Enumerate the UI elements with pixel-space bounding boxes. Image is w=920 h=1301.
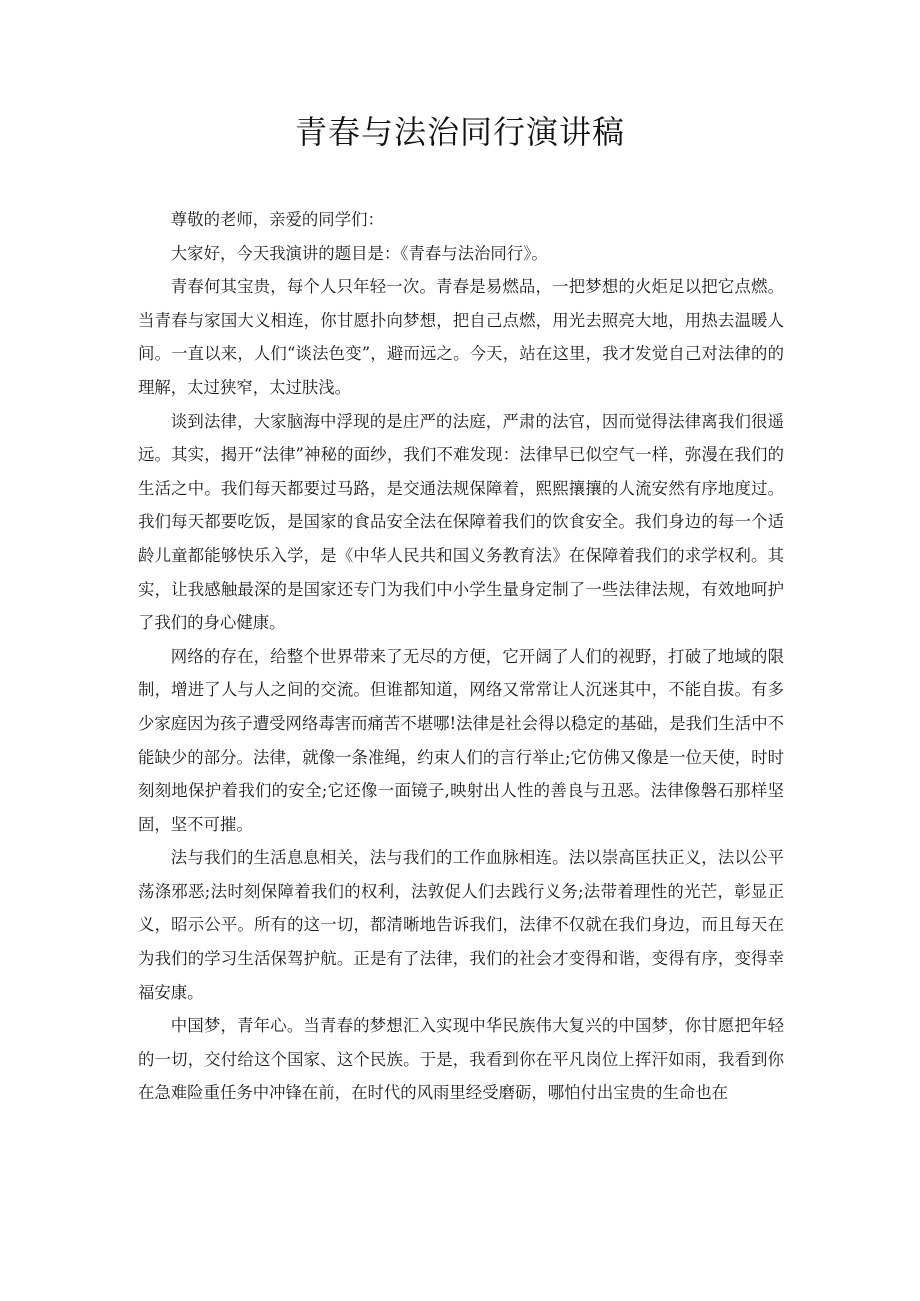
paragraph-greeting: 尊敬的老师，亲爱的同学们：	[170, 210, 384, 229]
paragraph-china-dream: 中国梦，青年心。当青春的梦想汇入实现中华民族伟大复兴的中国梦，你甘愿把年轻的一切，交付给这个国家、这个民族。于是，我看到你在平凡岗位上挥汗如雨，我看到你在急难险重任务中冲锋在前，在时代的风雨里经受磨砺，哪怕付出宝贵的生命也在	[138, 1016, 784, 1103]
paragraph-intro: 大家好，今天我演讲的题目是：《青春与法治同行》。	[170, 243, 548, 263]
document-body	[138, 203, 784, 1110]
paragraph-law-everywhere: 谈到法律，大家脑海中浮现的是庄严的法庭，严肃的法官，因而觉得法律离我们很遥远。其实，揭开“法律”神秘的面纱，我们不难发现：法律早已似空气一样，弥漫在我们的生活之中。我们每天都要过马路，是交通法规保障着，熙熙攘攘的人流安然有序地度过。我们每天都要吃饭，是国家的食品安全法在保障着我们的饮食安全。我们身边的每一个适龄儿童都能够快乐入学，是《中华人民共和国义务教育法》在保障着我们的求学权利。其实，让我感触最深的是国家还专门为我们中小学生量身定制了一些法律法规，有效地呵护了我们的身心健康。	[138, 411, 784, 633]
paragraph-law-and-life: 法与我们的生活息息相关，法与我们的工作血脉相连。法以崇高匡扶正义，法以公平荡涤邪恶;法时刻保障着我们的权利，法敦促人们去践行义务;法带着理性的光芒，彰显正义，昭示公平。所有的这一切，都清晰地告诉我们，法律不仅就在我们身边，而且每天在为我们的学习生活保驾护航。正是有了法律，我们的社会才变得和谐，变得有序，变得幸福安康。	[138, 848, 784, 1002]
document-title: 青春与法治同行演讲稿	[294, 113, 625, 151]
paragraph-network: 网络的存在，给整个世界带来了无尽的方便，它开阔了人们的视野，打破了地域的限制，增进了人与人之间的交流。但谁都知道，网络又常常让人沉迷其中，不能自拔。有多少家庭因为孩子遭受网络毒害而痛苦不堪哪!法律是社会得以稳定的基础，是我们生活中不能缺少的部分。法律，就像一条准绳，约束人们的言行举止;它仿佛又像是一位天使，时时刻刻地保护着我们的安全;它还像一面镜子,映射出人性的善良与丑恶。法律像磐石那样坚固，坚不可摧。	[138, 646, 784, 834]
paragraph-youth: 青春何其宝贵，每个人只年轻一次。青春是易燃品，一把梦想的火炬足以把它点燃。当青春与家国大义相连，你甘愿扑向梦想，把自己点燃，用光去照亮大地，用热去温暖人间。一直以来，人们“谈法色变”，避而远之。今天，站在这里，我才发觉自己对法律的的理解，太过狭窄，太过肤浅。	[138, 277, 784, 397]
